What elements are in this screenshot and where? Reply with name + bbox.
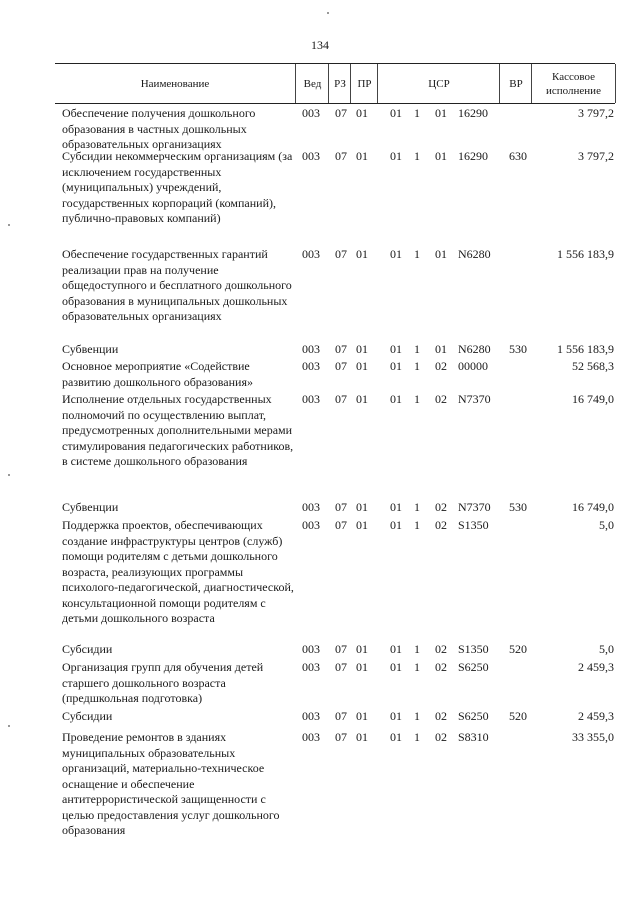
row-csr-3: 02: [435, 518, 447, 532]
row-sum: 52 568,3: [572, 359, 614, 373]
row-name: Субсидии: [62, 642, 113, 656]
row-pr: 01: [356, 500, 368, 514]
row-vr: 520: [509, 709, 527, 723]
row-sum: 5,0: [599, 518, 614, 532]
row-name: Обеспечение получения дошкольного образования в частных дошкольных образовательных организациях: [62, 106, 256, 151]
table-row: [0, 730, 640, 842]
row-csr-4: 16290: [458, 149, 488, 163]
row-ved: 003: [302, 106, 320, 120]
row-pr: 01: [356, 392, 368, 406]
row-rz: 07: [335, 149, 347, 163]
row-sum: 3 797,2: [578, 149, 614, 163]
table-row: [0, 518, 640, 642]
row-csr-1: 01: [390, 518, 402, 532]
row-csr-1: 01: [390, 642, 402, 656]
row-csr-2: 1: [414, 342, 420, 356]
header-sum: Кассовое исполнение: [531, 64, 616, 103]
row-name: Субсидии некоммерческим организациям (за исключением государственных (муниципальных) учреждений, государственных корпораций (компаний), публично-правовых компаний): [62, 149, 293, 225]
row-name: Обеспечение государственных гарантий реализации прав на получение общедоступного и бесплатного дошкольного образования в муниципальных дошкольных образовательных организациях: [62, 247, 292, 323]
row-csr-1: 01: [390, 342, 402, 356]
row-rz: 07: [335, 709, 347, 723]
row-ved: 003: [302, 359, 320, 373]
row-sum: 2 459,3: [578, 660, 614, 674]
row-csr-4: N6280: [458, 247, 491, 261]
header-csr: ЦСР: [377, 64, 500, 103]
row-vr: 520: [509, 642, 527, 656]
row-ved: 003: [302, 730, 320, 744]
header-pr: ПР: [350, 64, 378, 103]
row-pr: 01: [356, 342, 368, 356]
table-row: [0, 359, 640, 392]
row-pr: 01: [356, 660, 368, 674]
row-vr: 530: [509, 342, 527, 356]
row-csr-3: 02: [435, 709, 447, 723]
row-csr-2: 1: [414, 106, 420, 120]
row-csr-2: 1: [414, 730, 420, 744]
row-rz: 07: [335, 500, 347, 514]
row-csr-4: S1350: [458, 518, 489, 532]
row-csr-1: 01: [390, 392, 402, 406]
row-rz: 07: [335, 392, 347, 406]
row-csr-2: 1: [414, 709, 420, 723]
row-name: Субвенции: [62, 500, 119, 514]
row-csr-1: 01: [390, 709, 402, 723]
row-rz: 07: [335, 342, 347, 356]
row-csr-3: 02: [435, 730, 447, 744]
row-csr-3: 01: [435, 106, 447, 120]
row-rz: 07: [335, 106, 347, 120]
row-csr-1: 01: [390, 730, 402, 744]
scan-mark: [8, 224, 10, 226]
header-ved: Вед: [295, 64, 329, 103]
row-csr-3: 02: [435, 660, 447, 674]
page-number: 134: [311, 38, 329, 52]
row-pr: 01: [356, 149, 368, 163]
row-rz: 07: [335, 730, 347, 744]
row-ved: 003: [302, 500, 320, 514]
row-csr-3: 01: [435, 342, 447, 356]
row-sum: 16 749,0: [572, 392, 614, 406]
row-csr-2: 1: [414, 247, 420, 261]
table-row: [0, 660, 640, 709]
row-sum: 5,0: [599, 642, 614, 656]
row-csr-3: 01: [435, 247, 447, 261]
row-name: Исполнение отдельных государственных полномочий по осуществлению выплат, предусмотренных дополнительными мерами стимулирования педагогических работников, в системе дошкольного образования: [62, 392, 294, 468]
row-csr-3: 02: [435, 500, 447, 514]
table-row: [0, 500, 640, 518]
table-row: [0, 106, 640, 149]
row-csr-3: 02: [435, 642, 447, 656]
row-ved: 003: [302, 149, 320, 163]
row-pr: 01: [356, 106, 368, 120]
row-csr-2: 1: [414, 642, 420, 656]
row-csr-3: 02: [435, 359, 447, 373]
table-row: [0, 342, 640, 359]
table-row: [0, 149, 640, 247]
row-rz: 07: [335, 660, 347, 674]
row-pr: 01: [356, 247, 368, 261]
row-csr-4: 00000: [458, 359, 488, 373]
row-csr-4: N7370: [458, 500, 491, 514]
row-ved: 003: [302, 660, 320, 674]
row-csr-2: 1: [414, 149, 420, 163]
table-row: [0, 247, 640, 342]
row-name: Субсидии: [62, 709, 113, 723]
row-csr-4: N7370: [458, 392, 491, 406]
row-csr-4: S1350: [458, 642, 489, 656]
row-ved: 003: [302, 709, 320, 723]
row-csr-2: 1: [414, 500, 420, 514]
row-ved: 003: [302, 392, 320, 406]
row-sum: 16 749,0: [572, 500, 614, 514]
row-csr-2: 1: [414, 660, 420, 674]
table-header: [55, 63, 615, 104]
row-sum: 3 797,2: [578, 106, 614, 120]
row-name: Проведение ремонтов в зданиях муниципальных образовательных организаций, материально-техническое оснащение и обеспечение антитеррористической защищенности с целью предоставления услуг дошкольного образования: [62, 730, 280, 837]
row-csr-1: 01: [390, 106, 402, 120]
row-name: Основное мероприятие «Содействие развитию дошкольного образования»: [62, 359, 253, 389]
row-ved: 003: [302, 342, 320, 356]
row-csr-4: N6280: [458, 342, 491, 356]
row-name: Субвенции: [62, 342, 119, 356]
header-vr: ВР: [499, 64, 532, 103]
row-pr: 01: [356, 359, 368, 373]
scan-mark: [8, 474, 10, 476]
row-ved: 003: [302, 518, 320, 532]
header-name: Наименование: [140, 77, 210, 90]
row-csr-1: 01: [390, 660, 402, 674]
row-sum: 2 459,3: [578, 709, 614, 723]
row-ved: 003: [302, 247, 320, 261]
table-body: [0, 106, 640, 842]
table-row: [0, 642, 640, 660]
row-rz: 07: [335, 642, 347, 656]
row-csr-4: S8310: [458, 730, 489, 744]
scan-mark: [8, 725, 10, 727]
row-pr: 01: [356, 709, 368, 723]
row-csr-2: 1: [414, 359, 420, 373]
row-sum: 1 556 183,9: [557, 342, 614, 356]
scan-mark: [327, 12, 329, 14]
row-csr-3: 02: [435, 392, 447, 406]
row-pr: 01: [356, 730, 368, 744]
row-rz: 07: [335, 247, 347, 261]
row-csr-1: 01: [390, 149, 402, 163]
row-vr: 530: [509, 500, 527, 514]
row-csr-4: 16290: [458, 106, 488, 120]
row-csr-3: 01: [435, 149, 447, 163]
table-row: [0, 709, 640, 730]
row-rz: 07: [335, 518, 347, 532]
row-rz: 07: [335, 359, 347, 373]
row-pr: 01: [356, 642, 368, 656]
row-sum: 33 355,0: [572, 730, 614, 744]
header-rz: РЗ: [328, 64, 351, 103]
row-name: Организация групп для обучения детей старшего дошкольного возраста (предшкольная подготовка): [62, 660, 264, 705]
row-csr-2: 1: [414, 392, 420, 406]
table-row: [0, 392, 640, 500]
row-csr-4: S6250: [458, 660, 489, 674]
row-name: Поддержка проектов, обеспечивающих создание инфраструктуры центров (служб) помощи родителям с детьми дошкольного возраста, реализующих программы психолого-педагогической, диагностической, консультационной помощи родителям с детьми дошкольного возраста: [62, 518, 294, 625]
row-csr-1: 01: [390, 359, 402, 373]
row-sum: 1 556 183,9: [557, 247, 614, 261]
row-csr-1: 01: [390, 247, 402, 261]
row-ved: 003: [302, 642, 320, 656]
row-csr-1: 01: [390, 500, 402, 514]
row-vr: 630: [509, 149, 527, 163]
row-csr-2: 1: [414, 518, 420, 532]
row-pr: 01: [356, 518, 368, 532]
row-csr-4: S6250: [458, 709, 489, 723]
